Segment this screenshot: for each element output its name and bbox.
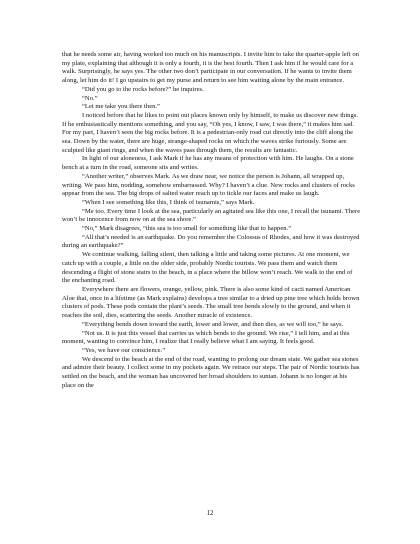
paragraph: In light of our aloneness, I ask Mark if he has any means of protection with him. He laughs. On a stone bench at a turn in the road, someone sits and writes. bbox=[62, 155, 354, 172]
paragraph: “All that’s needed is an earthquake. Do you remember the Colossus of Rhodes, and how it was destroyed during an earthquake?” bbox=[62, 233, 360, 250]
paragraph: We continue walking, falling silent, then talking a little and taking some pictures. At one moment, we catch up with a couple, a little on the older side, probably Nordic tourists. We pass them and watch them descending a flight of stone stairs to the beach, in a place where the billow won’t reach. We walk to the end of the enchanting road. bbox=[62, 251, 353, 285]
body-text bbox=[62, 51, 362, 390]
paragraph: “Everything bends down toward the earth, lower and lower, and then dies, as we will too,” he says. bbox=[82, 320, 344, 328]
paragraph: that he needs some air, having worked too much on his manuscripts. I invite him to take the quarter-apple left on my plate, explaining that although it is only a fourth, it is the best fourth. Then I ask him if he would care for a walk. Surprisingly, he says yes. The other two don’t participate in our conversation. If he wants to invite them along, let him do it! I go upstairs to get my purse and return to see him waiting alone by the main entrance. bbox=[62, 51, 359, 85]
paragraph: “Me too. Every time I look at the sea, particularly an agitated sea like this one, I recall the tsunami. There won’t be innocence from now on at the sea shore.” bbox=[62, 207, 361, 224]
paragraph: “Let me take you there then.” bbox=[82, 103, 160, 111]
paragraph: “Did you go to the rocks before?” he inquires. bbox=[82, 85, 204, 93]
paragraph: Everywhere there are flowers, orange, yellow, pink. There is also some kind of cacti named American Aloe that, once in a lifetime (as Mark explains) develops a tree similar to a dried up pine tree which holds brown clusters of pods. These pods contain the plant’s seeds. The small tree bends slowly to the ground, and when it reaches the soil, dies, scattering the seeds. Another miracle of existence. bbox=[62, 285, 360, 320]
paragraph: “Yes, we have our conscience.” bbox=[82, 346, 166, 354]
paragraph: “When I see something like this, I think of tsunamis,” says Mark. bbox=[82, 198, 255, 206]
paragraph: “No.” bbox=[82, 94, 98, 102]
paragraph: “Another writer,” observes Mark. As we draw near, we notice the person is Johann, all wrapped up, writing. We pass him, nodding, somehow embarrassed. Why? I haven’t a clue. New rocks and clusters of rocks appear from the sea. The big drops of salted water reach up to tickle our faces and make us laugh. bbox=[62, 172, 355, 198]
paragraph: I noticed before that he likes to point out places known only by himself, to make us discover new things. If he enthusiastically mentions something, and you say, “Oh yes, I know, I saw, I was there,” it makes him sad. For my part, I haven’t seen the big rocks before. It is a pedestrian-only road cut directly into the cliff along the sea. Down by the water, there are huge, strange-shaped rocks on which the waves strike furiously. Some are sculpted like giant rings, and when the waves pass through them, the results are fantastic. bbox=[62, 111, 358, 154]
paragraph: We descend to the beach at the end of the road, wanting to prolong our dream state. We gather sea stones and admire their beauty. I collect some in my pockets again. We retrace our steps. The pair of Nordic tourists has settled on the beach, and the woman has uncovered her broad shoulders to suntan. Johann is no longer at his place on the bbox=[62, 355, 360, 389]
paragraph: “No,” Mark disagrees, “this sea is too small for something like that to happen.” bbox=[82, 225, 292, 233]
paragraph: “Not us. It is just this vessel that carries us which bends to the ground. We rise,” I tell him, and at this moment, wanting to convince him, I realize that I really believe what I am saying. It feels good. bbox=[62, 329, 350, 346]
page-number: 12 bbox=[206, 510, 214, 517]
